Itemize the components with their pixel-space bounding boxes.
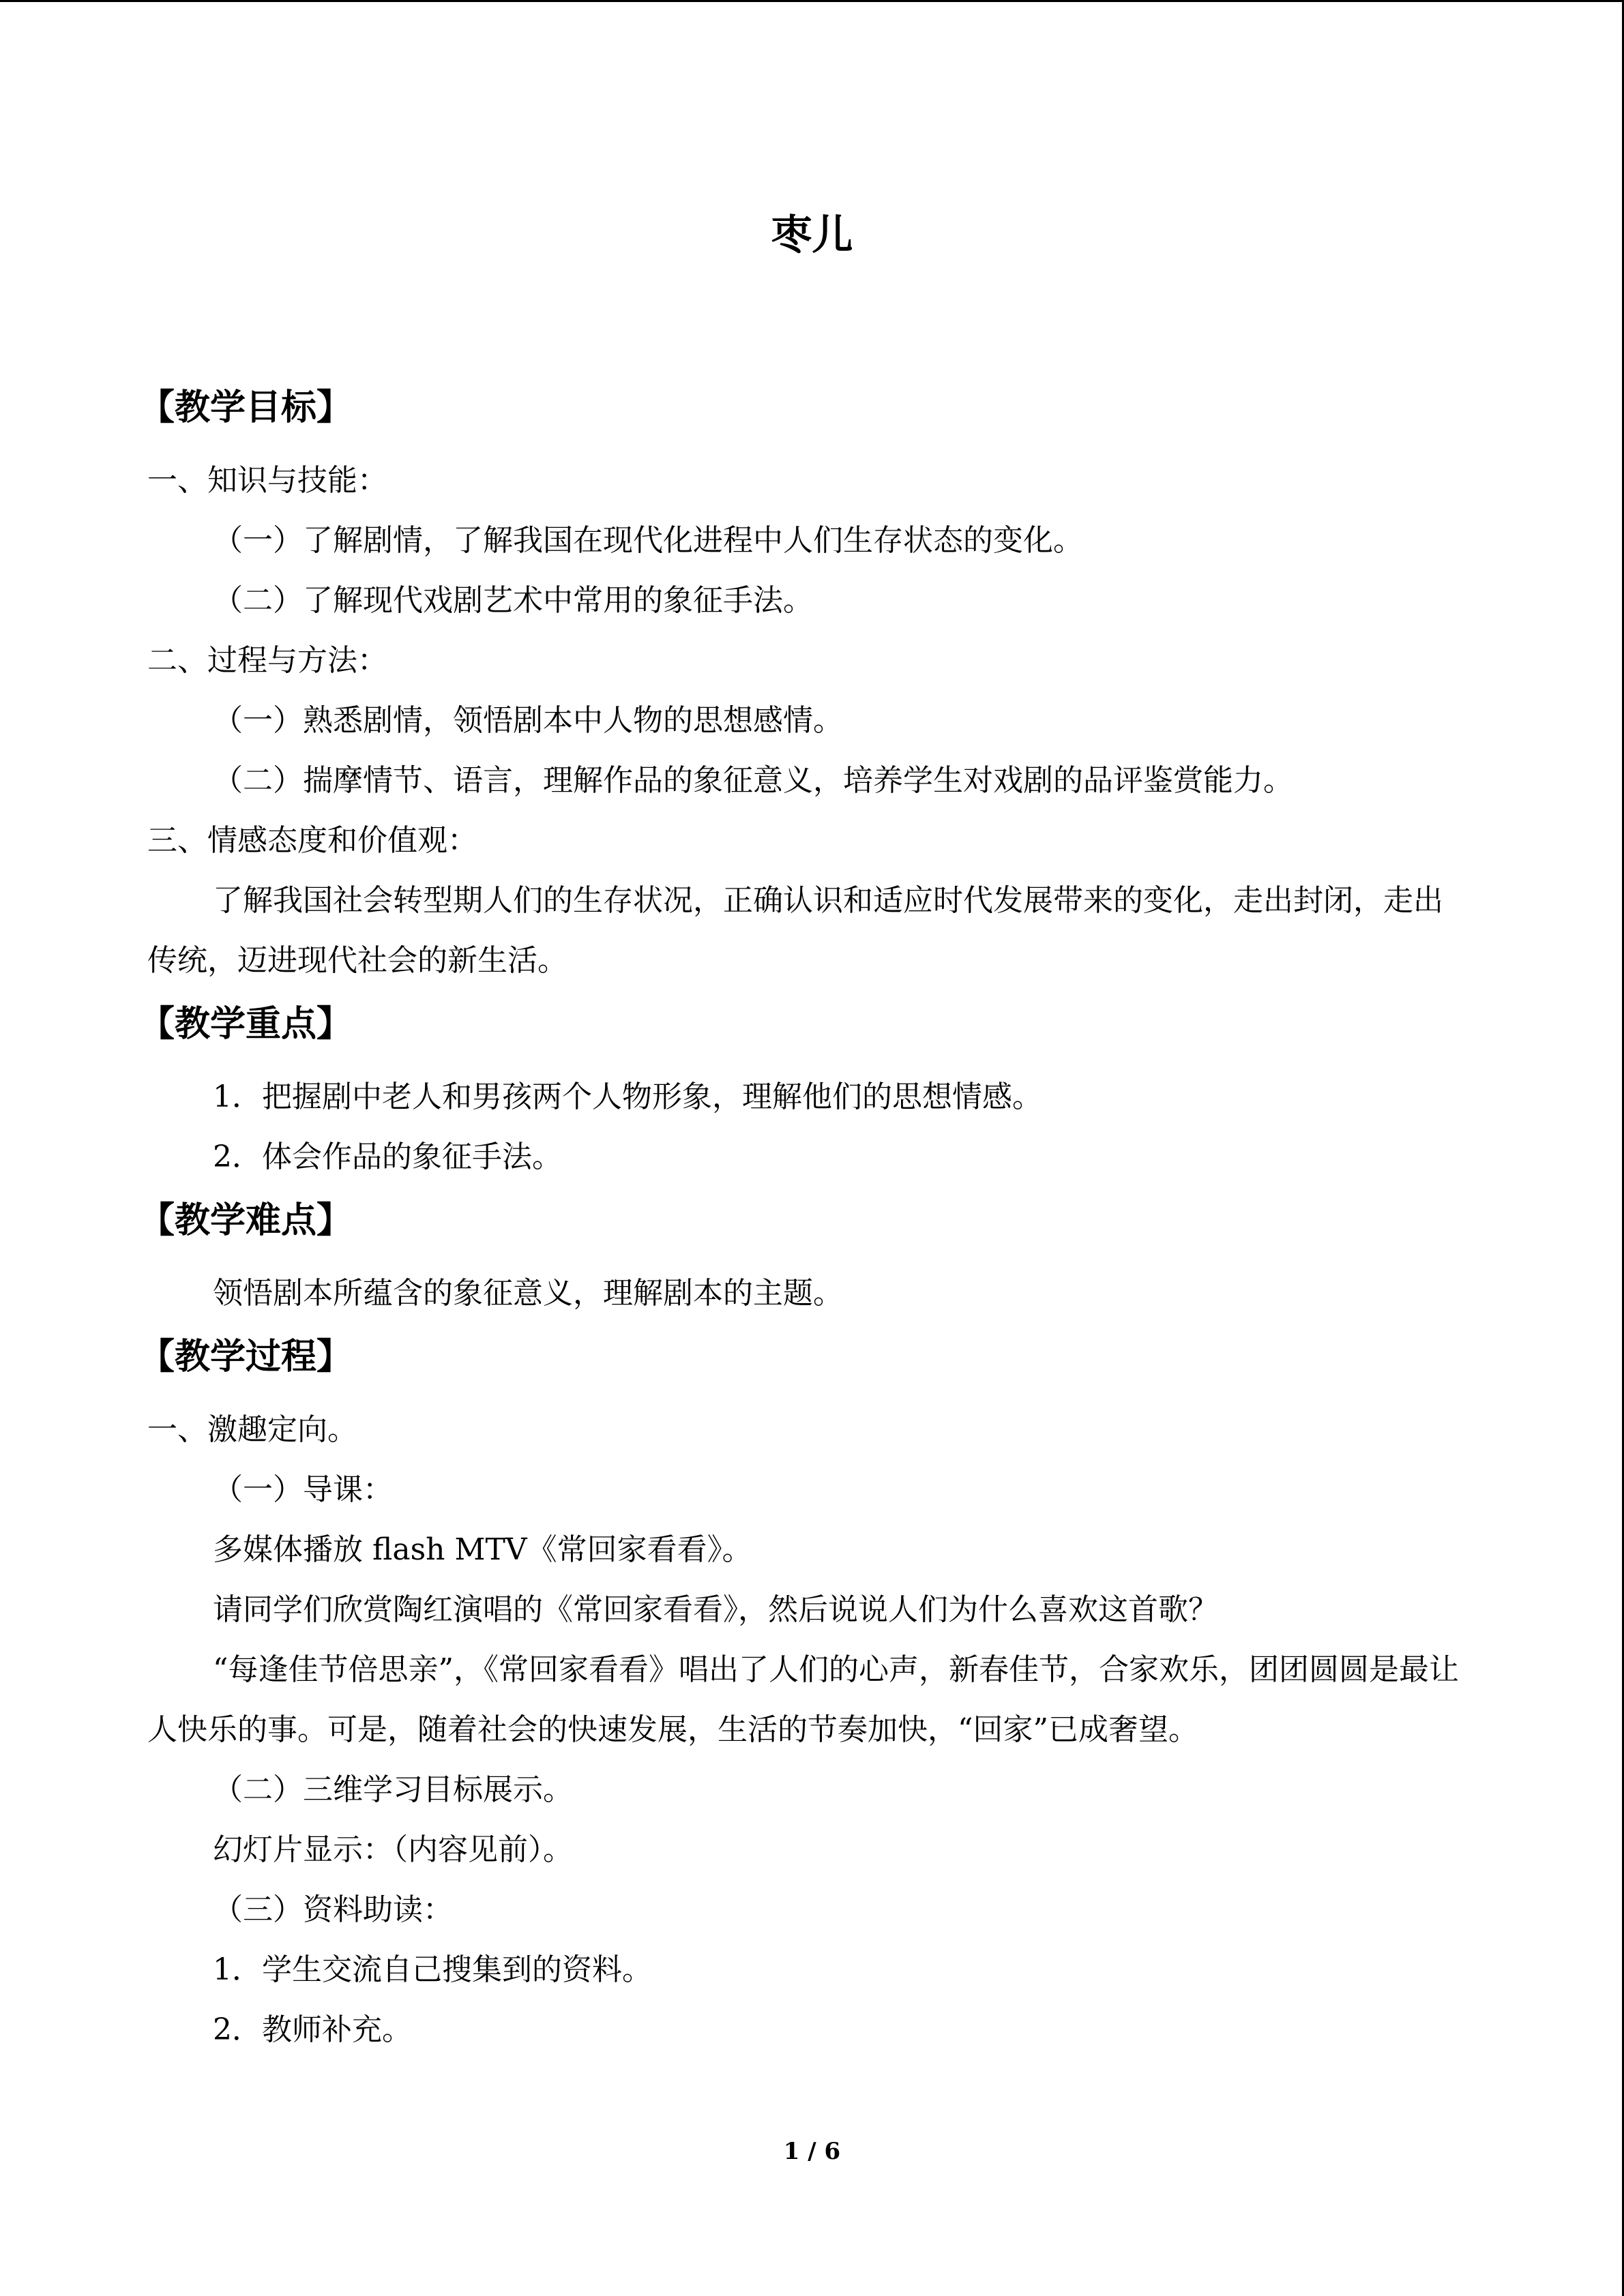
page-number: 1 / 6 — [783, 2138, 841, 2165]
objectives-emotion-text: 了解我国社会转型期人们的生存状况，正确认识和适应时代发展带来的变化，走出封闭，走出传统，迈进现代社会的新生活。 — [147, 883, 1443, 978]
process-paragraph: “每逢佳节倍思亲”，《常回家看看》唱出了人们的心声，新春佳节，合家欢乐，团团圆圆是最让人快乐的事。可是，随着社会的快速发展，生活的节奏加快，“回家”已成奢望。 — [147, 1652, 1459, 1747]
objectives-emotion-label: 三、情感态度和价值观： — [147, 823, 477, 858]
heading-objectives: 【教学目标】 — [139, 387, 353, 428]
process-sub-3: （三）资料助读： — [213, 1892, 453, 1927]
key-point-item-2: 2．体会作品的象征手法。 — [213, 1139, 562, 1174]
key-point-item-1: 1．把握剧中老人和男孩两个人物形象，理解他们的思想情感。 — [213, 1079, 1042, 1114]
process-sub-1: （一）导课： — [213, 1472, 393, 1507]
process-line-1: 多媒体播放 flash MTV《常回家看看》。 — [213, 1532, 752, 1567]
heading-key-points: 【教学重点】 — [139, 1004, 353, 1045]
heading-process: 【教学过程】 — [139, 1337, 353, 1377]
objectives-process-item-1: （一）熟悉剧情，领悟剧本中人物的思想感情。 — [213, 703, 843, 738]
process-item-1: 1．学生交流自己搜集到的资料。 — [213, 1952, 652, 1987]
objectives-knowledge-item-1: （一）了解剧情，了解我国在现代化进程中人们生存状态的变化。 — [213, 523, 1083, 558]
process-line-3: 幻灯片显示：（内容见前）。 — [213, 1832, 573, 1867]
objectives-process-label: 二、过程与方法： — [147, 643, 387, 678]
objectives-process-item-2: （二）揣摩情节、语言，理解作品的象征意义，培养学生对戏剧的品评鉴赏能力。 — [213, 763, 1293, 798]
heading-difficulties: 【教学难点】 — [139, 1200, 353, 1241]
objectives-knowledge-item-2: （二）了解现代戏剧艺术中常用的象征手法。 — [213, 583, 813, 618]
process-item-2: 2．教师补充。 — [213, 2012, 412, 2047]
document-title: 枣儿 — [771, 211, 853, 259]
process-line-2: 请同学们欣赏陶红演唱的《常回家看看》，然后说说人们为什么喜欢这首歌？ — [213, 1592, 1218, 1627]
objectives-knowledge-label: 一、知识与技能： — [147, 463, 387, 498]
process-sub-2: （二）三维学习目标展示。 — [213, 1772, 573, 1807]
difficulty-text: 领悟剧本所蕴含的象征意义，理解剧本的主题。 — [213, 1276, 843, 1311]
process-step-1: 一、激趣定向。 — [147, 1412, 357, 1447]
document-body — [139, 384, 1471, 2060]
